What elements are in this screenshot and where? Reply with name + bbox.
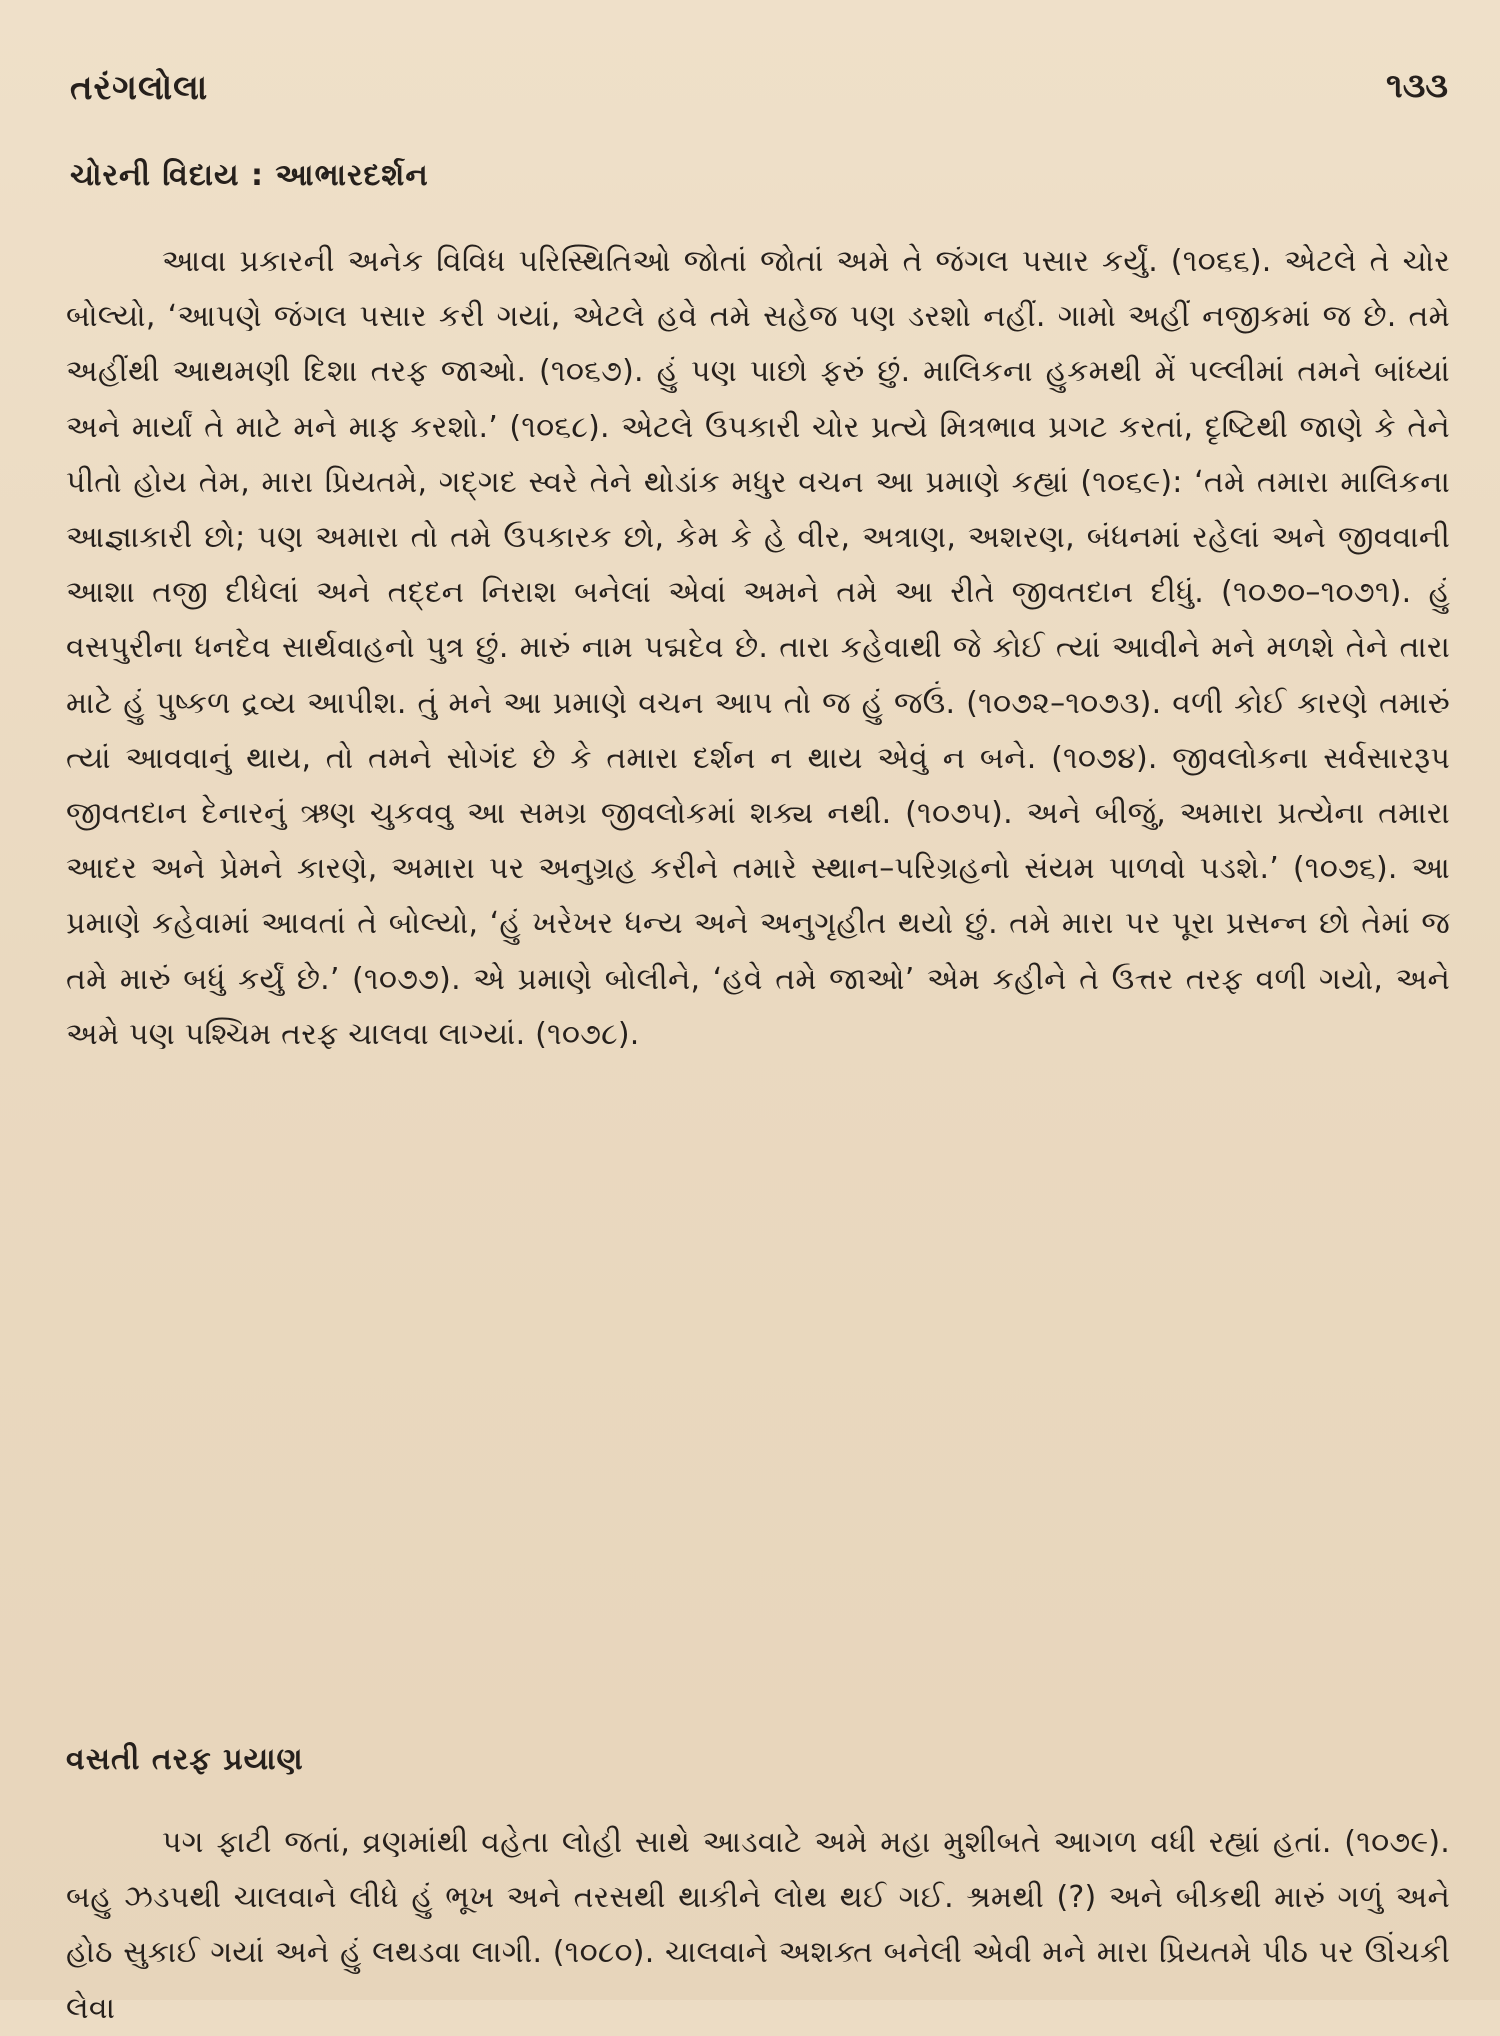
section-heading: વસતી તરફ પ્રયાણ bbox=[66, 1742, 304, 1777]
page-number: ૧૩૩ bbox=[1386, 66, 1448, 106]
body-paragraph: પગ ફાટી જતાં, વ્રણમાંથી વહેતા લોહી સાથે આડવાટે અમે મહા મુશીબતે આગળ વધી રહ્યાં હતાં. (૧૦૭૯). બહુ ઝડપથી ચાલવાને લીધે હું ભૂખ અને તરસથી થાકીને લોથ થઈ ગઈ. શ્રમથી (?) અને બીકથી મારું ગળું અને હોઠ સુકાઈ ગયાં અને હું લથડવા લાગી. (૧૦૮૦). ચાલવાને અશક્ત બનેલી એવી મને મારા પ્રિયતમે પીઠ પર ઊંચકી લેવા bbox=[66, 1825, 1451, 2026]
section-heading: ચોરની વિદાય : આભારદર્શન bbox=[70, 158, 429, 193]
body-paragraph: આવા પ્રકારની અનેક વિવિધ પરિસ્થિતિઓ જોતાં જોતાં અમે તે જંગલ પસાર કર્યું. (૧૦૬૬). એટલે તે ચોર બોલ્યો, ‘આપણે જંગલ પસાર કરી ગયાં, એટલે હવે તમે સહેજ પણ ડરશો નહીં. ગામો અહીં નજીકમાં જ છે. તમે અહીંથી આથમણી દિશા તરફ જાઓ. (૧૦૬૭). હું પણ પાછો ફરું છું. માલિકના હુકમથી મેં પલ્લીમાં તમને બાંધ્યાં અને માર્યાં તે માટે મને માફ કરશો.’ (૧૦૬૮). એટલે ઉપકારી ચોર પ્રત્યે મિત્રભાવ પ્રગટ કરતાં, દૃષ્ટિથી જાણે કે તેને પીતો હોય તેમ, મારા પ્રિયતમે, ગદ્ગદ સ્વરે તેને થોડાંક મધુર વચન આ પ્રમાણે કહ્યાં (૧૦૬૯): ‘તમે તમારા માલિકના આજ્ઞાકારી છો; પણ અમારા તો તમે ઉપકારક છો, કેમ કે હે વીર, અત્રાણ, અશરણ, બંધનમાં રહેલાં અને જીવવાની આશા તજી દીધેલાં અને તદ્દન નિરાશ બનેલાં એવાં અમને તમે આ રીતે જીવતદાન દીધું. (૧૦૭૦–૧૦૭૧). હું વસપુરીના ધનદેવ સાર્થવાહનો પુત્ર છું. મારું નામ પદ્મદેવ છે. તારા કહેવાથી જે કોઈ ત્યાં આવીને મને મળશે તેને તારા માટે હું પુષ્કળ દ્રવ્ય આપીશ. તું મને આ પ્રમાણે વચન આપ તો જ હું જઉં. (૧૦૭૨–૧૦૭૩). વળી કોઈ કારણે તમારું ત્યાં આવવાનું થાય, તો તમને સોગંદ છે કે તમારા દર્શન ન થાય એવું ન બને. (૧૦૭૪). જીવલોકના સર્વસારરૂપ જીવતદાન દેનારનું ઋણ ચુકવવુ આ સમગ્ર જીવલોકમાં શક્ય નથી. (૧૦૭૫). અને બીજું, અમારા પ્રત્યેના તમારા આદર અને પ્રેમને કારણે, અમારા પર અનુગ્રહ કરીને તમારે સ્થાન–પરિગ્રહનો સંયમ પાળવો પડશે.’ (૧૦૭૬). આ પ્રમાણે કહેવામાં આવતાં તે બોલ્યો, ‘હું ખરેખર ધન્ય અને અનુગૃહીત થયો છું. તમે મારા પર પૂરા પ્રસન્ન છો તેમાં જ તમે મારું બધું કર્યું છે.’ (૧૦૭૭). એ પ્રમાણે બોલીને, ‘હવે તમે જાઓ’ એમ કહીને તે ઉત્તર તરફ વળી ગયો, અને અમે પણ પશ્ચિમ તરફ ચાલવા લાગ્યાં. (૧૦૭૮). bbox=[66, 244, 1450, 1052]
running-title: તરંગલોલા bbox=[70, 68, 209, 108]
